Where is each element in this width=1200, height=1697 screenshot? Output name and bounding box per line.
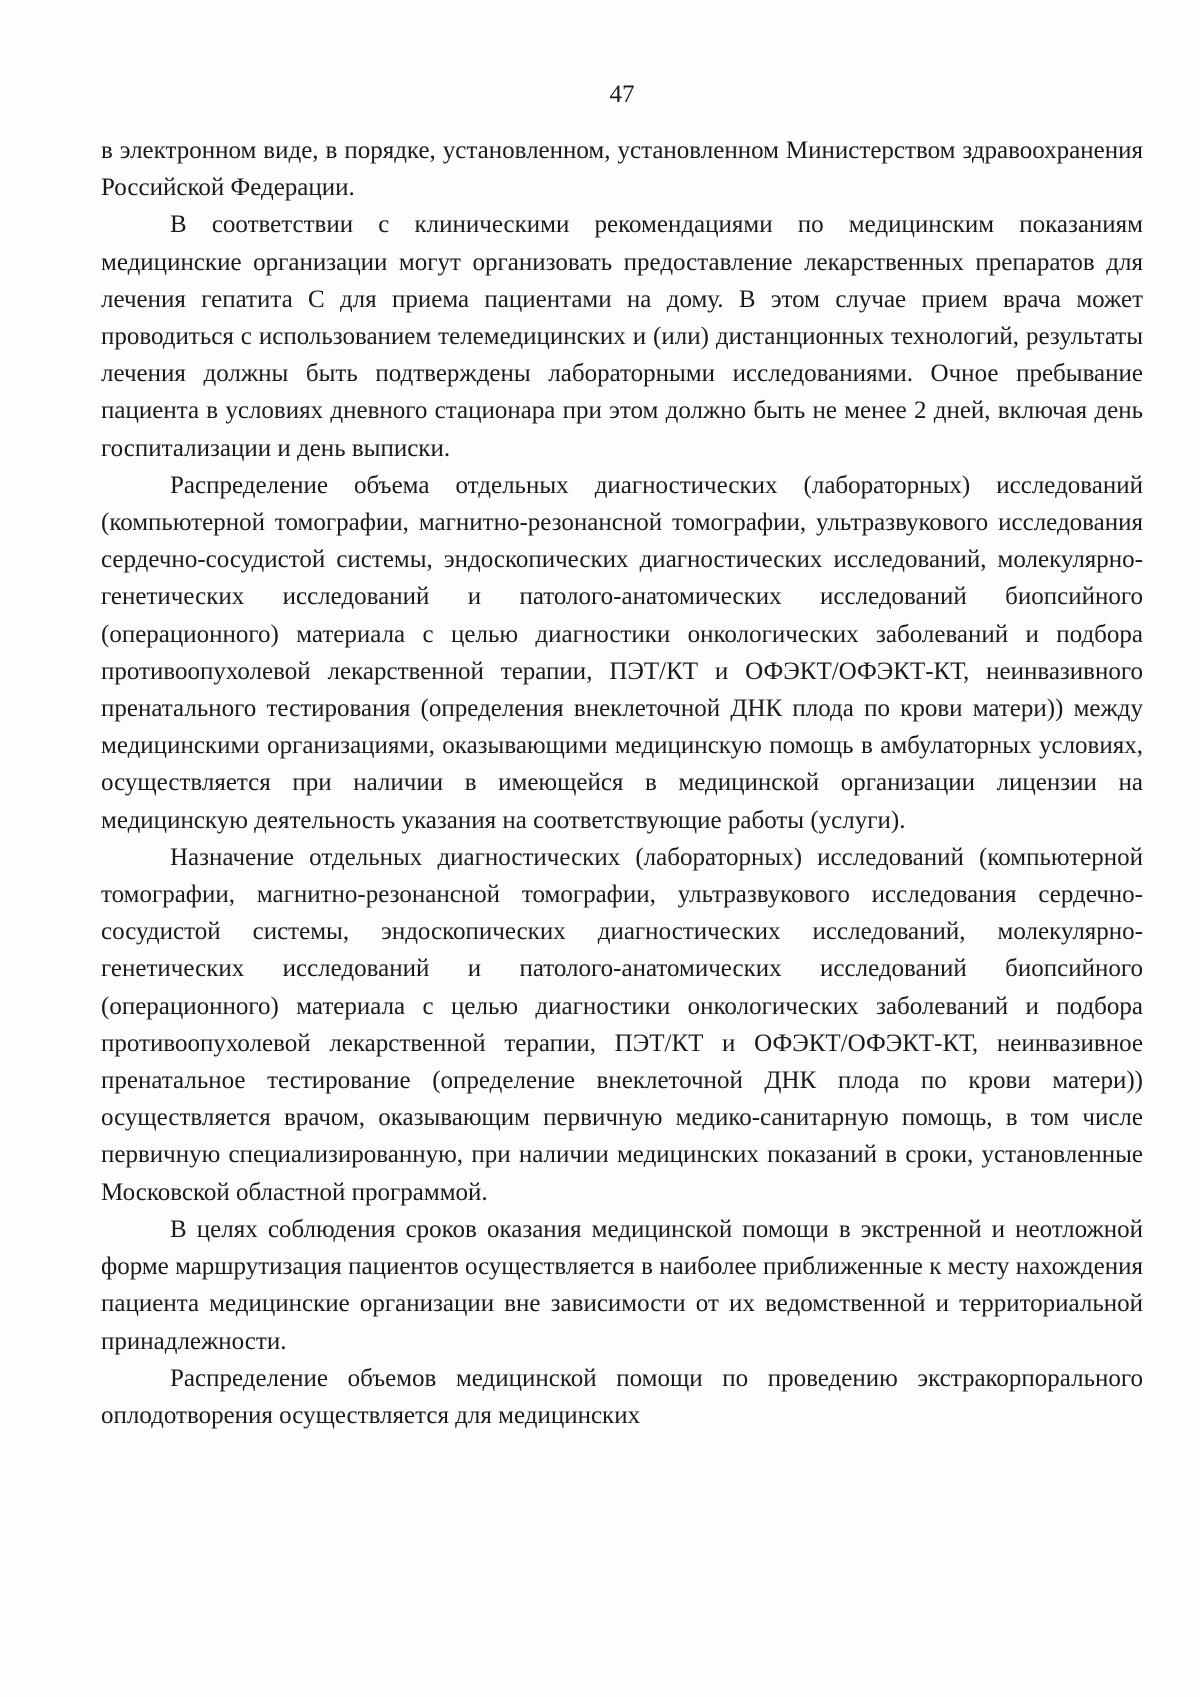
paragraph-prescription-diagnostics: Назначение отдельных диагностических (лабораторных) исследований (компьютерной томографии, магнитно-резонансной томографии, ультразвукового исследования сердечно-сосудистой системы, эндоскопических диагностических исследований, молекулярно-генетических исследований и патолого-анатомических исследований биопсийного (операционного) материала с целью диагностики онкологических заболеваний и подбора противоопухолевой лекарственной терапии, ПЭТ/КТ и ОФЭКТ/ОФЭКТ-КТ, неинвазивное пренатальное тестирование (определение внеклеточной ДНК плода по крови матери)) осуществляется врачом, оказывающим первичную медико-санитарную помощь, в том числе первичную специализированную, при наличии медицинских показаний в сроки, установленные Московской областной программой. bbox=[101, 843, 1143, 1206]
body-text bbox=[101, 132, 1143, 1434]
paragraph-emergency-routing: В целях соблюдения сроков оказания медицинской помощи в экстренной и неотложной форме маршрутизация пациентов осуществляется в наиболее приближенные к месту нахождения пациента медицинские организации вне зависимости от их ведомственной и территориальной принадлежности. bbox=[101, 1215, 1143, 1355]
paragraph-distribution-diagnostics: Распределение объема отдельных диагностических (лабораторных) исследований (компьютерной томографии, магнитно-резонансной томографии, ультразвукового исследования сердечно-сосудистой системы, эндоскопических диагностических исследований, молекулярно-генетических исследований и патолого-анатомических исследований биопсийного (операционного) материала с целью диагностики онкологических заболеваний и подбора противоопухолевой лекарственной терапии, ПЭТ/КТ и ОФЭКТ/ОФЭКТ-КТ, неинвазивного пренатального тестирования (определения внеклеточной ДНК плода по крови матери)) между медицинскими организациями, оказывающими медицинскую помощь в амбулаторных условиях, осуществляется при наличии в имеющейся в медицинской организации лицензии на медицинскую деятельность указания на соответствующие работы (услуги). bbox=[101, 471, 1143, 834]
page-number: 47 bbox=[609, 81, 635, 108]
paragraph-ivf-distribution: Распределение объемов медицинской помощи по проведению экстракорпорального оплодотворения осуществляется для медицинских bbox=[101, 1364, 1143, 1429]
paragraph-continuation: в электронном виде, в порядке, установленном, установленном Министерством здравоохранения Российской Федерации. bbox=[101, 137, 1143, 202]
paragraph-hepatitis-c: В соответствии с клиническими рекомендациями по медицинским показаниям медицинские организации могут организовать предоставление лекарственных препаратов для лечения гепатита С для приема пациентами на дому. В этом случае прием врача может проводиться с использованием телемедицинских и (или) дистанционных технологий, результаты лечения должны быть подтверждены лабораторными исследованиями. Очное пребывание пациента в условиях дневного стационара при этом должно быть не менее 2 дней, включая день госпитализации и день выписки. bbox=[101, 211, 1143, 462]
